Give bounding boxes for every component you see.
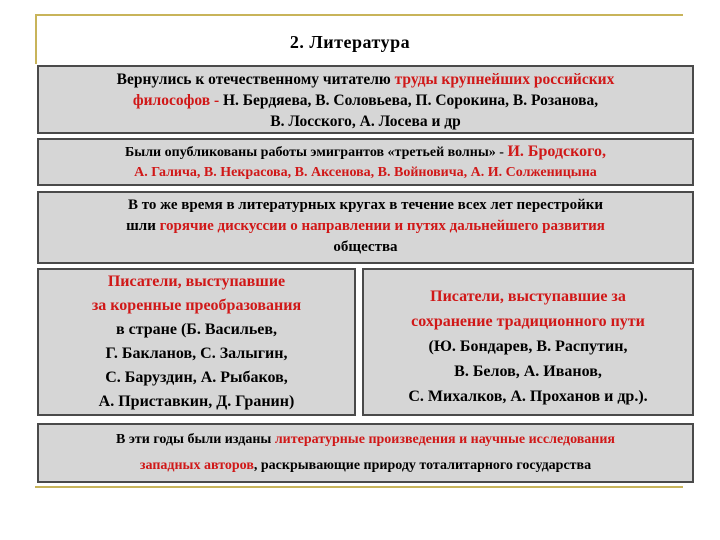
discussions-line-2: шли горячие дискуссии о направлении и путях дальнейшего развития — [126, 218, 605, 234]
discussions-block — [37, 191, 694, 264]
western-line-1: В эти годы были изданы литературные произведения и научные исследования — [116, 432, 615, 447]
traditionalist-writers-box — [362, 268, 694, 416]
reformist-line-3: в стране (Б. Васильев, — [115, 321, 278, 338]
discussions-line-3: общества — [333, 239, 398, 255]
philosophers-line-1: Вернулись к отечественному читателю труды крупнейших российских — [116, 71, 615, 88]
reformist-line-4: Г. Бакланов, С. Залыгин, — [105, 345, 288, 362]
emigrants-block — [37, 138, 694, 186]
slide-title: 2. Литература — [289, 32, 411, 52]
reformist-line-2: за коренные преобразования — [91, 297, 302, 314]
emigrants-line-2: А. Галича, В. Некрасова, В. Аксенова, В. Войновича, А. И. Солженицына — [134, 165, 597, 180]
traditionalist-line-4: В. Белов, А. Иванов, — [454, 363, 602, 380]
discussions-line-1: В то же время в литературных кругах в течение всех лет перестройки — [128, 197, 603, 213]
western-works-block — [37, 423, 694, 483]
decorative-top-line — [35, 14, 683, 16]
reformist-line-5: С. Баруздин, А. Рыбаков, — [105, 369, 288, 386]
philosophers-line-2: философов - Н. Бердяева, В. Соловьева, П. Сорокина, В. Розанова, — [132, 92, 599, 109]
philosophers-line-3: В. Лосского, А. Лосева и др — [270, 113, 461, 130]
traditionalist-line-5: С. Михалков, А. Проханов и др.). — [408, 388, 648, 405]
western-line-2: западных авторов, раскрывающие природу тоталитарного государства — [139, 458, 592, 473]
emigrants-line-1: Были опубликованы работы эмигрантов «третьей волны» - И. Бродского, — [125, 143, 606, 160]
decorative-left-line — [35, 14, 37, 64]
reformist-line-1: Писатели, выступавшие — [107, 273, 286, 290]
traditionalist-line-3: (Ю. Бондарев, В. Распутин, — [428, 338, 628, 355]
decorative-bottom-line — [35, 486, 683, 488]
traditionalist-line-1: Писатели, выступавшие за — [430, 288, 626, 305]
traditionalist-line-2: сохранение традиционного пути — [411, 313, 645, 330]
reformist-line-6: А. Приставкин, Д. Гранин) — [98, 393, 295, 410]
philosophers-block — [37, 65, 694, 134]
reformist-writers-box — [37, 268, 356, 416]
